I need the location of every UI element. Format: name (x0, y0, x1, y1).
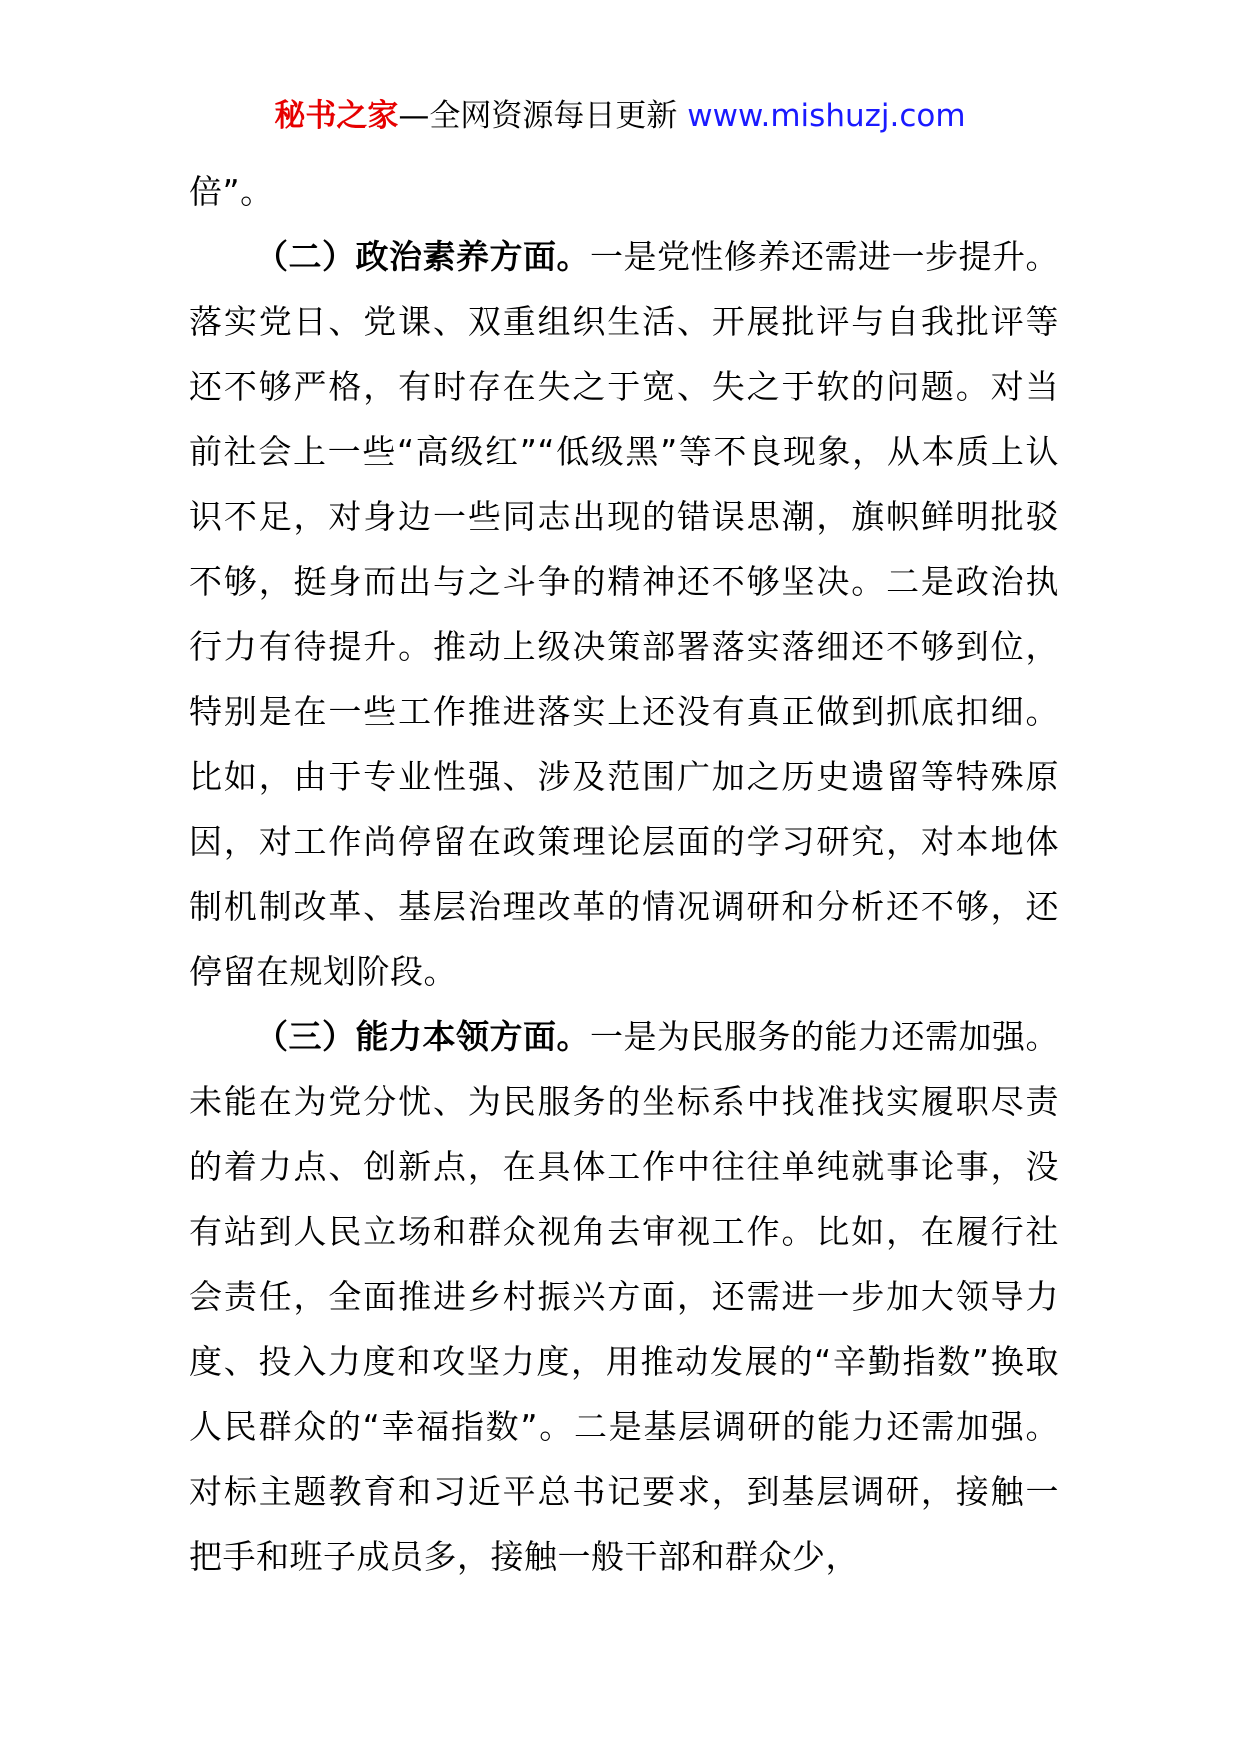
paragraph-heading: （二）政治素养方面。 (255, 237, 590, 276)
paragraph-heading: （三）能力本领方面。 (255, 1017, 590, 1056)
header-tagline: —全网资源每日更新 (398, 98, 688, 134)
paragraph-continuation (189, 159, 1059, 224)
paragraph-ability (189, 1004, 1059, 1589)
document-body (189, 159, 1059, 1589)
paragraph-text: 一是党性修养还需进一步提升。落实党日、党课、双重组织生活、开展批评与自我批评等还不够严格，有时存在失之于宽、失之于软的问题。对当前社会上一些“高级红”“低级黑”等不良现象，从本质上认识不足，对身边一些同志出现的错误思潮，旗帜鲜明批驳不够，挺身而出与之斗争的精神还不够坚决。二是政治执行力有待提升。推动上级决策部署落实落细还不够到位，特别是在一些工作推进落实上还没有真正做到抓底扣细。比如，由于专业性强、涉及范围广加之历史遗留等特殊原因，对工作尚停留在政策理论层面的学习研究，对本地体制机制改革、基层治理改革的情况调研和分析还不够，还停留在规划阶段。 (189, 237, 1059, 991)
paragraph-text: 倍”。 (189, 172, 274, 211)
site-url: www.mishuzj.com (687, 98, 966, 134)
paragraph-text: 一是为民服务的能力还需加强。未能在为党分忧、为民服务的坐标系中找准找实履职尽责的着力点、创新点，在具体工作中往往单纯就事论事，没有站到人民立场和群众视角去审视工作。比如，在履行社会责任，全面推进乡村振兴方面，还需进一步加大领导力度、投入力度和攻坚力度，用推动发展的“辛勤指数”换取人民群众的“幸福指数”。二是基层调研的能力还需加强。对标主题教育和习近平总书记要求，到基层调研，接触一把手和班子成员多，接触一般干部和群众少， (189, 1017, 1059, 1576)
brand-name: 秘书之家 (274, 98, 399, 134)
site-header (0, 96, 1240, 136)
paragraph-political-quality (189, 224, 1059, 1004)
